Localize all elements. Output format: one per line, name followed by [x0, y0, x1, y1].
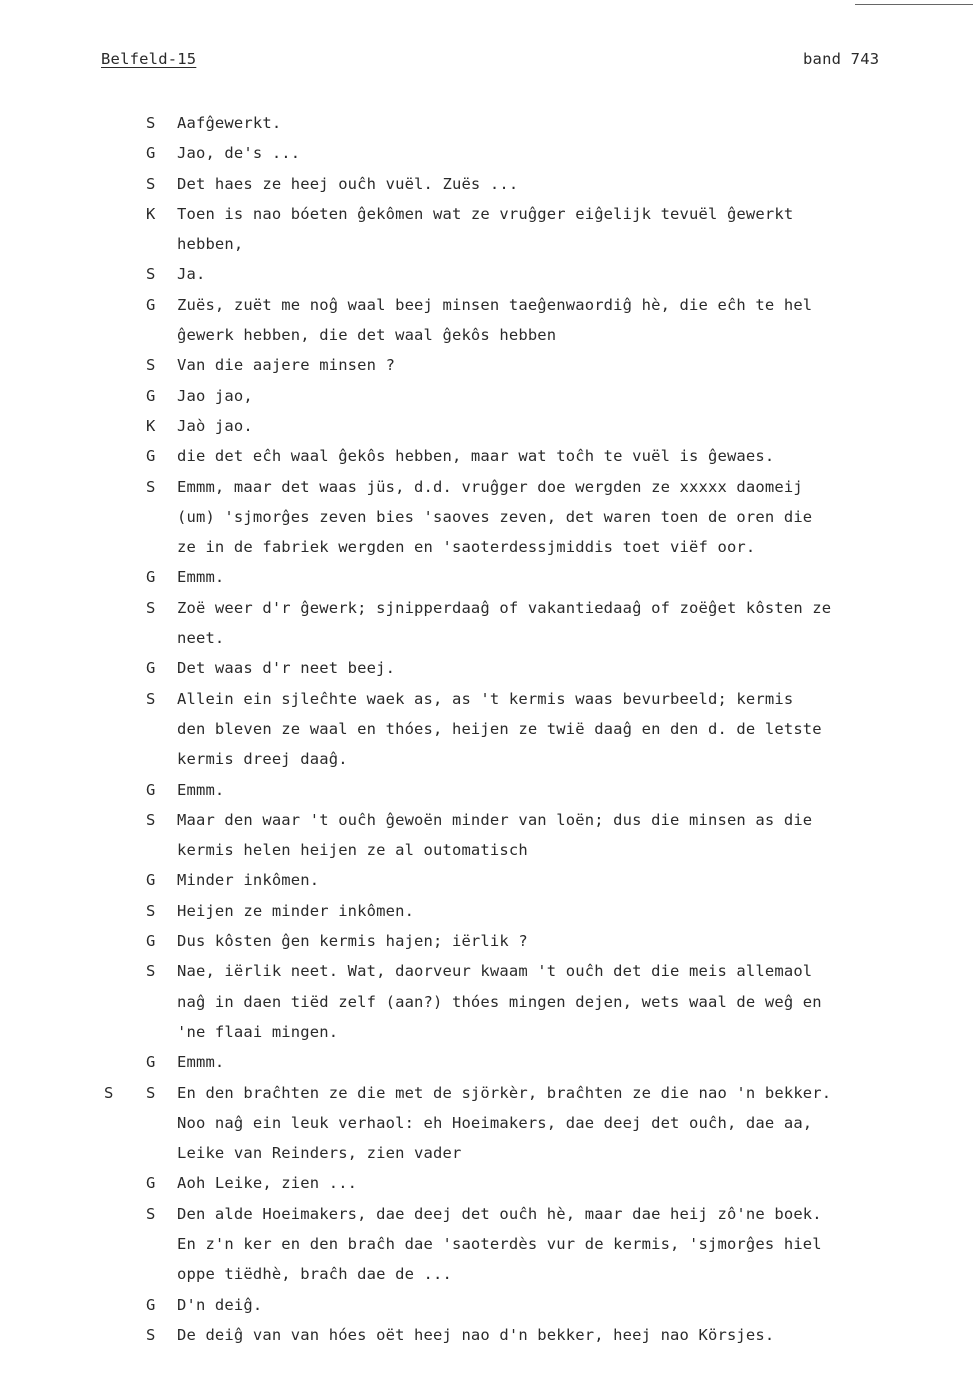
utterance-text: Emmm.: [177, 568, 225, 587]
speaker-label: G: [146, 295, 156, 314]
tape-number: band 743: [803, 50, 880, 68]
transcript-line: [0, 443, 973, 473]
speaker-label: K: [146, 204, 156, 223]
speaker-label: G: [146, 1174, 156, 1193]
transcript-line: [0, 746, 973, 776]
transcript-line: [0, 140, 973, 170]
transcript-line: [0, 110, 973, 140]
utterance-text: Minder inkômen.: [177, 871, 320, 890]
utterance-text: naĝ in daen tiëd zelf (aan?) thóes mingen dejen, wets waal de weĝ en: [177, 992, 822, 1011]
transcript-line: [0, 1080, 973, 1110]
utterance-text: Den alde Hoeimakers, dae deej det ouĉh hè, maar dae heij zô'ne boek.: [177, 1204, 822, 1223]
utterance-text: kermis helen heijen ze al outomatisch: [177, 841, 528, 860]
transcript-line: [0, 1261, 973, 1291]
utterance-text: Ja.: [177, 265, 206, 284]
speaker-label: G: [146, 659, 156, 678]
utterance-text: ĝewerk hebben, die det waal ĝekôs hebben: [177, 326, 557, 345]
transcript-line: [0, 1170, 973, 1200]
transcript-line: [0, 201, 973, 231]
utterance-text: Emmm, maar det waas jüs, d.d. vruĝger doe wergden ze xxxxx daomeij: [177, 477, 803, 496]
speaker-label: G: [146, 871, 156, 890]
utterance-text: Jao jao,: [177, 386, 253, 405]
transcript-line: [0, 1322, 973, 1352]
transcript-line: [0, 595, 973, 625]
speaker-label: S: [146, 1204, 156, 1223]
speaker-label: S: [146, 1325, 156, 1344]
transcript-line: [0, 777, 973, 807]
utterance-text: kermis dreej daaĝ.: [177, 750, 348, 769]
speaker-label: S: [146, 174, 156, 193]
utterance-text: Maar den waar 't ouĉh ĝewoën minder van loën; dus die minsen as die: [177, 810, 813, 829]
utterance-text: Allein ein sjleĉhte waek as, as 't kermis waas bevurbeeld; kermis: [177, 689, 794, 708]
utterance-text: Zuës, zuët me noĝ waal beej minsen taeĝenwaordiĝ hè, die eĉh te hel: [177, 295, 813, 314]
speaker-label: G: [146, 568, 156, 587]
transcript-line: [0, 958, 973, 988]
transcript-line: [0, 898, 973, 928]
utterance-text: neet.: [177, 629, 225, 648]
utterance-text: Noo naĝ ein leuk verhaol: eh Hoeimakers, dae deej det ouĉh, dae aa,: [177, 1113, 813, 1132]
utterance-text: hebben,: [177, 235, 244, 254]
transcript-line: [0, 837, 973, 867]
utterance-text: Nae, iërlik neet. Wat, daorveur kwaam 't ouĉh det die meis allemaol: [177, 962, 813, 981]
top-rule: [855, 4, 973, 5]
transcript-line: [0, 1292, 973, 1322]
utterance-text: die det eĉh waal ĝekôs hebben, maar wat toĉh te vuël is ĝewaes.: [177, 447, 775, 466]
transcript: [0, 110, 973, 1352]
utterance-text: Det waas d'r neet beej.: [177, 659, 396, 678]
transcript-line: [0, 292, 973, 322]
speaker-label: G: [146, 144, 156, 163]
transcript-line: [0, 1201, 973, 1231]
utterance-text: Leike van Reinders, zien vader: [177, 1144, 462, 1163]
speaker-label: S: [146, 810, 156, 829]
transcript-line: [0, 655, 973, 685]
utterance-text: oppe tiëdhè, braĉh dae de ...: [177, 1265, 452, 1284]
transcript-line: [0, 504, 973, 534]
speaker-label: S: [146, 477, 156, 496]
speaker-label: S: [146, 1083, 156, 1102]
transcript-line: [0, 322, 973, 352]
transcript-line: [0, 352, 973, 382]
transcript-line: [0, 625, 973, 655]
utterance-text: En z'n ker en den braĉh dae 'saoterdès vur de kermis, 'sjmorĝes hiel: [177, 1234, 822, 1253]
speaker-label: K: [146, 416, 156, 435]
transcript-line: [0, 1231, 973, 1261]
utterance-text: Jao, de's ...: [177, 144, 301, 163]
utterance-text: Aafĝewerkt.: [177, 114, 282, 132]
utterance-text: Toen is nao bóeten ĝekômen wat ze vruĝger eiĝelijk tevuël ĝewerkt: [177, 204, 794, 223]
speaker-label: S: [146, 114, 156, 132]
speaker-label: G: [146, 447, 156, 466]
utterance-text: ze in de fabriek wergden en 'saoterdessjmiddis toet viëf oor.: [177, 538, 756, 557]
utterance-text: Van die aajere minsen ?: [177, 356, 396, 375]
speaker-label: S: [146, 598, 156, 617]
speaker-label: S: [146, 689, 156, 708]
transcript-line: [0, 716, 973, 746]
transcript-line: [0, 534, 973, 564]
transcript-line: [0, 564, 973, 594]
transcript-line: [0, 867, 973, 897]
transcript-line: [0, 686, 973, 716]
utterance-text: 'ne flaai mingen.: [177, 1022, 339, 1041]
transcript-line: [0, 807, 973, 837]
transcript-line: [0, 231, 973, 261]
transcript-line: [0, 171, 973, 201]
utterance-text: (um) 'sjmorĝes zeven bies 'saoves zeven, det waren toen de oren die: [177, 507, 813, 526]
transcript-line: [0, 1110, 973, 1140]
speaker-label: S: [146, 356, 156, 375]
transcript-line: [0, 928, 973, 958]
transcript-line: [0, 989, 973, 1019]
utterance-text: Emmm.: [177, 1053, 225, 1072]
speaker-label: G: [146, 1053, 156, 1072]
utterance-text: De deiĝ van van hóes oët heej nao d'n bekker, heej nao Körsjes.: [177, 1325, 775, 1344]
transcript-line: [0, 261, 973, 291]
transcript-line: [0, 383, 973, 413]
speaker-label: G: [146, 780, 156, 799]
transcript-line: [0, 413, 973, 443]
utterance-text: den bleven ze waal en thóes, heijen ze twië daaĝ en den d. de letste: [177, 719, 822, 738]
utterance-text: Emmm.: [177, 780, 225, 799]
utterance-text: D'n deiĝ.: [177, 1295, 263, 1314]
utterance-text: En den braĉhten ze die met de sjörkèr, braĉhten ze die nao 'n bekker.: [177, 1083, 832, 1102]
utterance-text: Aoh Leike, zien ...: [177, 1174, 358, 1193]
utterance-text: Heijen ze minder inkômen.: [177, 901, 415, 920]
document-id: Belfeld-15: [101, 50, 197, 68]
speaker-label: S: [146, 962, 156, 981]
transcript-line: [0, 1019, 973, 1049]
speaker-label: S: [146, 901, 156, 920]
transcript-line: [0, 1049, 973, 1079]
margin-speaker-mark: S: [104, 1083, 114, 1102]
utterance-text: Zoë weer d'r ĝewerk; sjnipperdaaĝ of vakantiedaaĝ of zoëĝet kôsten ze: [177, 598, 832, 617]
utterance-text: Dus kôsten ĝen kermis hajen; iërlik ?: [177, 932, 528, 951]
speaker-label: S: [146, 265, 156, 284]
speaker-label: G: [146, 1295, 156, 1314]
utterance-text: Jaò jao.: [177, 416, 253, 435]
transcript-line: [0, 474, 973, 504]
speaker-label: G: [146, 386, 156, 405]
transcript-line: [0, 1140, 973, 1170]
utterance-text: Det haes ze heej ouĉh vuël. Zuës ...: [177, 174, 519, 193]
speaker-label: G: [146, 932, 156, 951]
